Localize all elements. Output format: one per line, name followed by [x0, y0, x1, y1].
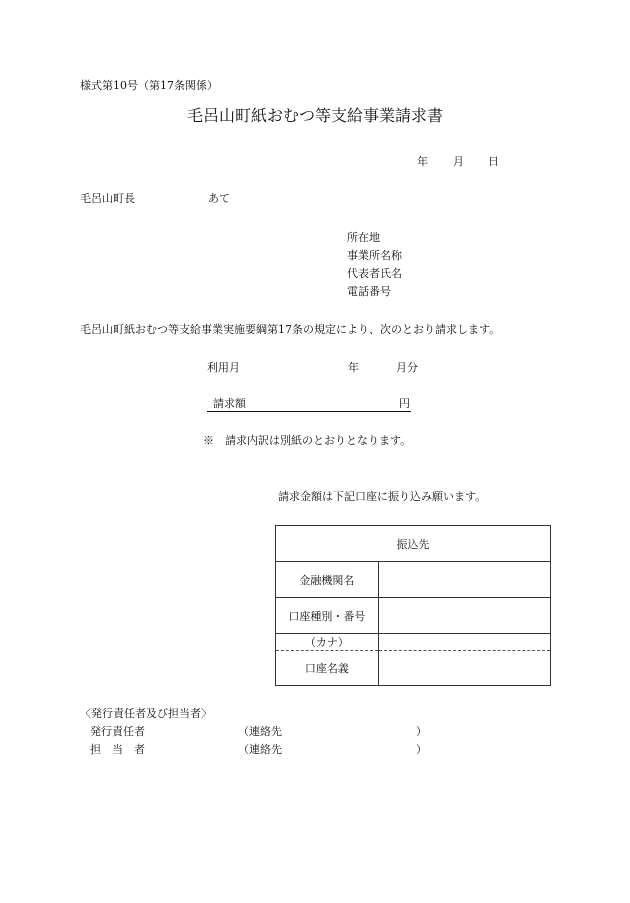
usage-month-label: 利用月	[207, 361, 240, 374]
bank-account-table	[275, 525, 551, 686]
page-title: 毛呂山町紙おむつ等支給事業請求書	[186, 106, 443, 125]
kana-value	[378, 634, 550, 651]
statement: 毛呂山町紙おむつ等支給事業実施要綱第17条の規定により、次のとおり請求します。	[80, 323, 501, 336]
account-type-label: 口座種別・番号	[276, 598, 379, 634]
account-holder-value	[378, 651, 550, 686]
addressee-name: 毛呂山町長	[80, 192, 135, 205]
responsible-contact-close: ）	[416, 725, 427, 738]
account-holder-label: 口座名義	[276, 651, 379, 686]
bank-name-value	[378, 562, 550, 598]
issuer-heading: 〈発行責任者及び担当者〉	[80, 707, 212, 720]
addressee-suffix: あて	[208, 192, 230, 205]
amount-underline	[207, 411, 411, 412]
person-contact-open: （連絡先	[238, 743, 282, 756]
field-phone: 電話番号	[347, 285, 391, 298]
field-address: 所在地	[347, 231, 380, 244]
breakdown-note: ※ 請求内訳は別紙のとおりとなります。	[203, 434, 412, 447]
person-in-charge-label: 担 当 者	[90, 743, 145, 756]
kana-label: （カナ）	[276, 634, 379, 651]
transfer-note: 請求金額は下記口座に振り込み願います。	[278, 490, 487, 503]
amount-label: 請求額	[213, 397, 246, 410]
field-representative: 代表者氏名	[347, 267, 402, 280]
responsible-contact-open: （連絡先	[238, 725, 282, 738]
amount-unit: 円	[399, 397, 410, 410]
usage-month-month: 月分	[396, 361, 418, 374]
person-contact-close: ）	[416, 743, 427, 756]
usage-month-year: 年	[348, 361, 359, 374]
bank-table-header: 振込先	[276, 526, 551, 562]
field-business-name: 事業所名称	[347, 249, 402, 262]
form-number: 様式第10号（第17条関係）	[80, 79, 218, 92]
date-year: 年	[417, 155, 428, 168]
date-month: 月	[453, 155, 464, 168]
bank-name-label: 金融機関名	[276, 562, 379, 598]
account-type-value	[378, 598, 550, 634]
responsible-label: 発行責任者	[90, 725, 145, 738]
date-day: 日	[488, 155, 499, 168]
